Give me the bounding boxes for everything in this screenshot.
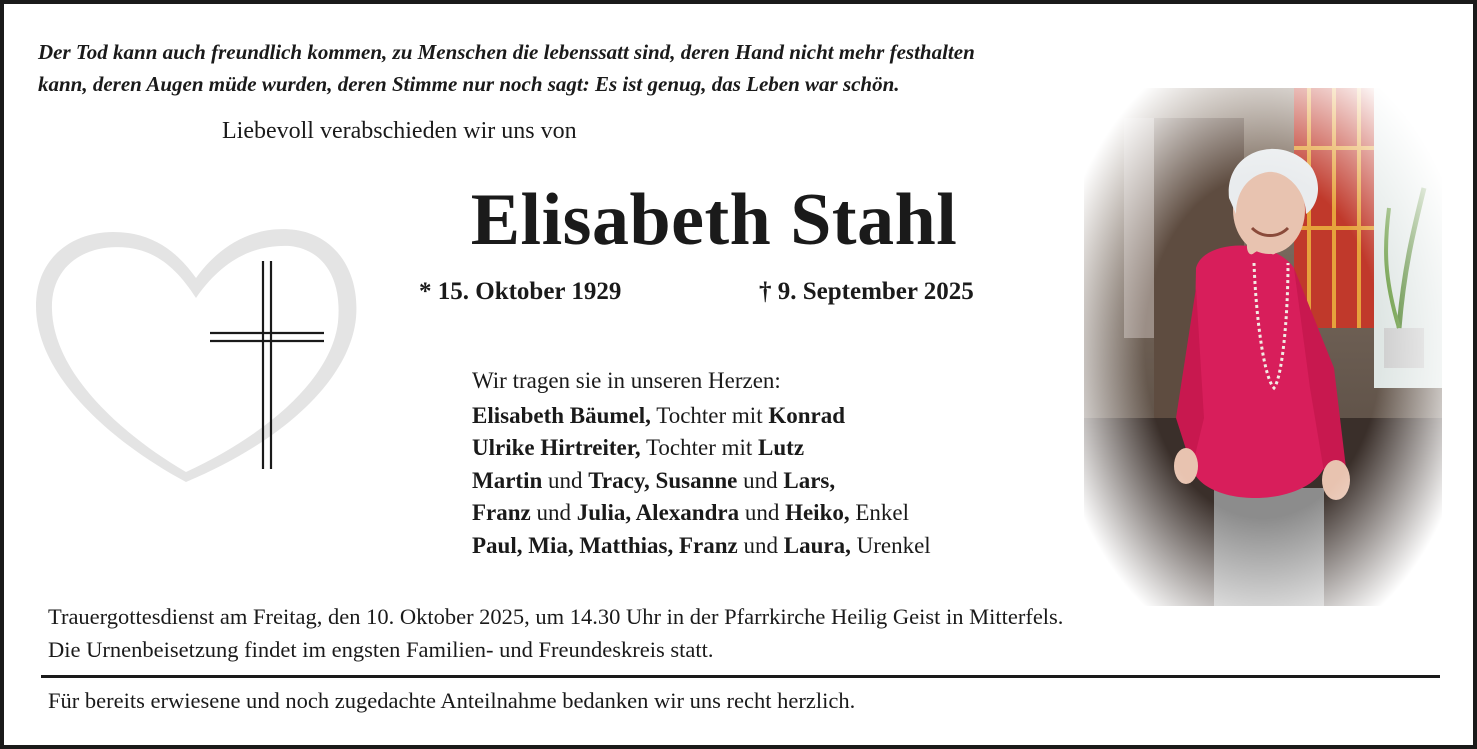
mourner-name: Heiko, [785,500,850,525]
mourner-name: Tracy, Susanne [588,467,738,493]
motto-line-2: kann, deren Augen müde wurden, deren Stimme nur noch sagt: Es ist genug, das Leben war schön. [38,72,900,96]
mourner-name: Lars, [783,467,836,493]
motto-quote [38,36,975,100]
mourner-name: Konrad [768,402,846,428]
mourner-relation: und [739,500,786,525]
mourner-relation: und [737,467,784,493]
cross-icon [208,259,326,471]
mourner-name: Lutz [758,435,805,460]
mourner-relation: Tochter mit [650,402,769,428]
mourners-list [472,400,931,563]
birth-date: * 15. Oktober 1929 [419,278,622,305]
service-line-2: Die Urnenbeisetzung findet im engsten Familien- und Freundeskreis statt. [48,637,714,662]
mourner-name: Laura, [783,532,851,558]
mourner-relation: Enkel [849,500,910,525]
mourner-row [472,465,931,498]
mourner-row [472,530,931,563]
thanks-text: Für bereits erwiesene und noch zugedachte Anteilnahme bedanken wir uns recht herzlich. [48,688,856,713]
mourner-name: Elisabeth Bäumel, [472,402,651,428]
mourner-relation: und [737,532,784,558]
mourner-name: Julia, Alexandra [576,500,740,525]
mourner-name: Martin [472,467,543,493]
deceased-name: Elisabeth Stahl [470,179,958,261]
mourner-relation: Tochter mit [640,435,759,460]
divider-line [41,675,1440,678]
mourners-lead: Wir tragen sie in unseren Herzen: [472,368,781,393]
service-info [48,600,1063,666]
mourner-name: Paul, Mia, Matthias, Franz [472,532,738,558]
portrait-photo [1084,88,1442,606]
mourner-row [472,400,931,433]
service-line-1: Trauergottesdienst am Freitag, den 10. Oktober 2025, um 14.30 Uhr in der Pfarrkirche Heilig Geist in Mitterfels. [48,604,1064,629]
mourner-name: Franz [472,500,531,525]
mourner-row [472,432,931,465]
mourner-name: Ulrike Hirtreiter, [472,435,641,460]
mourners-block [472,365,931,562]
death-date: † 9. September 2025 [759,278,974,305]
mourner-relation: und [542,467,589,493]
mourner-row [472,497,931,530]
mourner-relation: und [530,500,577,525]
mourner-relation: Urenkel [850,532,931,558]
motto-line-1: Der Tod kann auch freundlich kommen, zu Menschen die lebenssatt sind, deren Hand nicht mehr festhalten [38,40,975,64]
intro-text: Liebevoll verabschieden wir uns von [222,118,577,144]
